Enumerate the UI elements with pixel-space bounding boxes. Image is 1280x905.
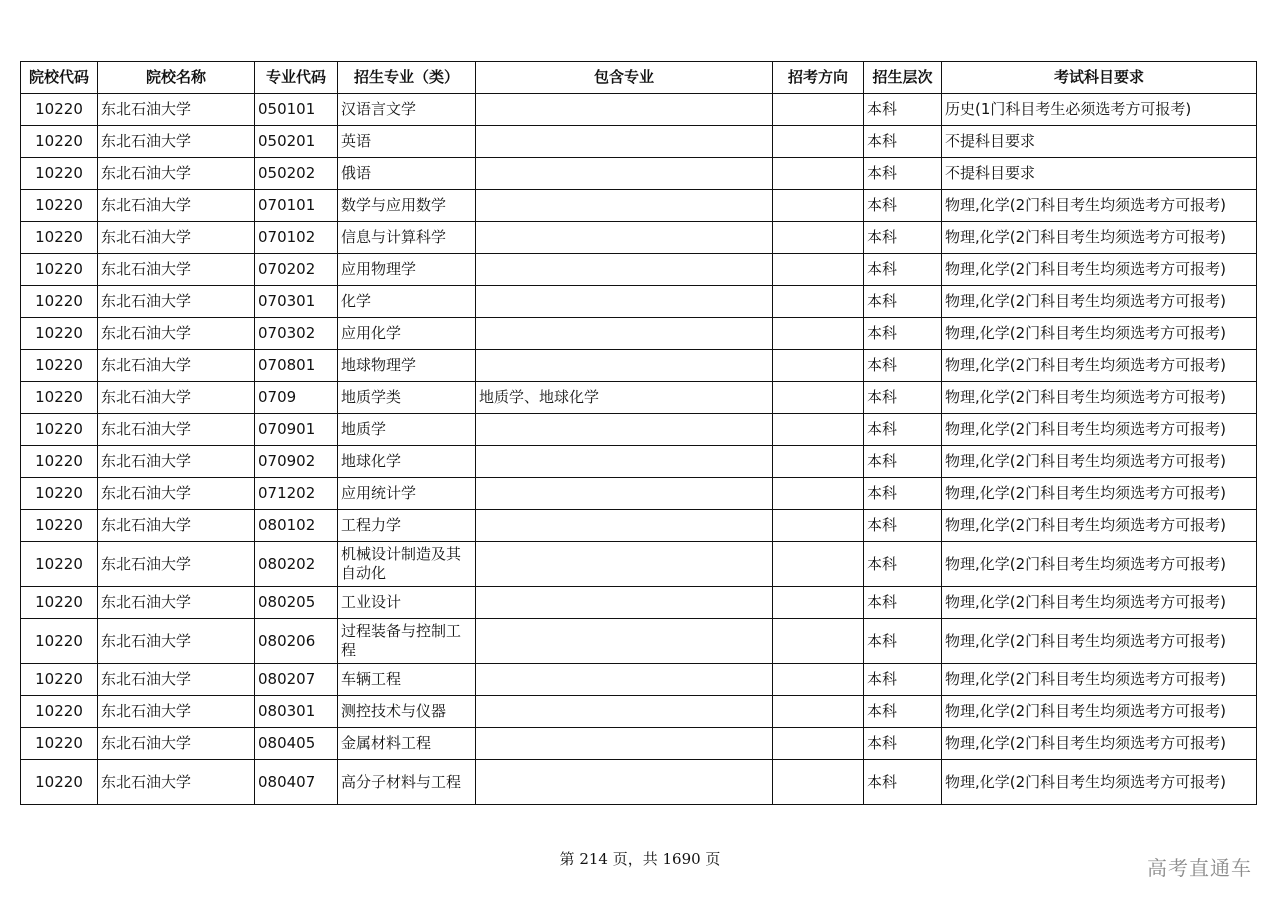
cell-requirement: 物理,化学(2门科目考生均须选考方可报考)	[942, 382, 1257, 414]
cell-direction	[773, 382, 864, 414]
cell-direction	[773, 190, 864, 222]
cell-school-code: 10220	[21, 126, 98, 158]
cell-requirement: 不提科目要求	[942, 158, 1257, 190]
cell-major-code: 070902	[255, 446, 338, 478]
cell-requirement: 物理,化学(2门科目考生均须选考方可报考)	[942, 619, 1257, 664]
cell-school-code: 10220	[21, 158, 98, 190]
cell-major-code: 080205	[255, 587, 338, 619]
cell-major: 工业设计	[338, 587, 476, 619]
cell-level: 本科	[864, 619, 942, 664]
cell-included-majors	[476, 619, 773, 664]
cell-major: 数学与应用数学	[338, 190, 476, 222]
table-row	[21, 728, 1257, 760]
cell-school-code: 10220	[21, 286, 98, 318]
cell-requirement: 物理,化学(2门科目考生均须选考方可报考)	[942, 254, 1257, 286]
cell-major: 汉语言文学	[338, 94, 476, 126]
table-row	[21, 542, 1257, 587]
cell-requirement: 物理,化学(2门科目考生均须选考方可报考)	[942, 222, 1257, 254]
cell-direction	[773, 222, 864, 254]
cell-direction	[773, 478, 864, 510]
cell-major: 高分子材料与工程	[338, 760, 476, 805]
cell-school-code: 10220	[21, 318, 98, 350]
cell-school-code: 10220	[21, 350, 98, 382]
cell-major-code: 071202	[255, 478, 338, 510]
table-row	[21, 510, 1257, 542]
cell-school-name: 东北石油大学	[98, 542, 255, 587]
cell-major: 应用统计学	[338, 478, 476, 510]
cell-requirement: 物理,化学(2门科目考生均须选考方可报考)	[942, 478, 1257, 510]
cell-school-name: 东北石油大学	[98, 728, 255, 760]
cell-level: 本科	[864, 382, 942, 414]
cell-direction	[773, 760, 864, 805]
cell-major-code: 080206	[255, 619, 338, 664]
header-included-majors: 包含专业	[476, 62, 773, 94]
cell-direction	[773, 542, 864, 587]
cell-direction	[773, 619, 864, 664]
cell-school-name: 东北石油大学	[98, 350, 255, 382]
cell-included-majors	[476, 222, 773, 254]
cell-school-name: 东北石油大学	[98, 286, 255, 318]
cell-direction	[773, 158, 864, 190]
cell-requirement: 物理,化学(2门科目考生均须选考方可报考)	[942, 414, 1257, 446]
cell-school-name: 东北石油大学	[98, 760, 255, 805]
cell-school-code: 10220	[21, 94, 98, 126]
cell-major: 测控技术与仪器	[338, 696, 476, 728]
cell-direction	[773, 510, 864, 542]
table-row	[21, 286, 1257, 318]
cell-major: 地球物理学	[338, 350, 476, 382]
cell-major: 机械设计制造及其自动化	[338, 542, 476, 587]
cell-school-name: 东北石油大学	[98, 318, 255, 350]
table-row	[21, 446, 1257, 478]
cell-major-code: 050201	[255, 126, 338, 158]
table-row	[21, 158, 1257, 190]
cell-school-name: 东北石油大学	[98, 619, 255, 664]
table-row	[21, 587, 1257, 619]
cell-major-code: 080207	[255, 664, 338, 696]
cell-major-code: 070301	[255, 286, 338, 318]
watermark-text: 高考直通车	[1147, 856, 1252, 880]
table-body	[21, 94, 1257, 805]
page-number: 第 214 页，共 1690 页	[559, 850, 721, 868]
cell-school-code: 10220	[21, 222, 98, 254]
cell-major-code: 080102	[255, 510, 338, 542]
cell-major-code: 050202	[255, 158, 338, 190]
cell-major-code: 070101	[255, 190, 338, 222]
cell-direction	[773, 587, 864, 619]
cell-major-code: 080301	[255, 696, 338, 728]
cell-included-majors	[476, 664, 773, 696]
cell-included-majors	[476, 286, 773, 318]
cell-school-name: 东北石油大学	[98, 664, 255, 696]
cell-major-code: 050101	[255, 94, 338, 126]
cell-school-code: 10220	[21, 760, 98, 805]
cell-major: 英语	[338, 126, 476, 158]
header-school-code: 院校代码	[21, 62, 98, 94]
cell-requirement: 历史(1门科目考生必须选考方可报考)	[942, 94, 1257, 126]
cell-school-name: 东北石油大学	[98, 254, 255, 286]
cell-major: 过程装备与控制工程	[338, 619, 476, 664]
cell-major: 应用化学	[338, 318, 476, 350]
cell-requirement: 物理,化学(2门科目考生均须选考方可报考)	[942, 696, 1257, 728]
cell-school-name: 东北石油大学	[98, 158, 255, 190]
cell-major-code: 070302	[255, 318, 338, 350]
cell-school-name: 东北石油大学	[98, 510, 255, 542]
cell-direction	[773, 254, 864, 286]
cell-included-majors	[476, 542, 773, 587]
cell-requirement: 物理,化学(2门科目考生均须选考方可报考)	[942, 587, 1257, 619]
cell-school-name: 东北石油大学	[98, 414, 255, 446]
cell-major: 俄语	[338, 158, 476, 190]
cell-school-name: 东北石油大学	[98, 222, 255, 254]
cell-level: 本科	[864, 760, 942, 805]
cell-direction	[773, 664, 864, 696]
table-row	[21, 318, 1257, 350]
cell-major-code: 0709	[255, 382, 338, 414]
cell-school-name: 东北石油大学	[98, 696, 255, 728]
cell-level: 本科	[864, 318, 942, 350]
cell-major: 工程力学	[338, 510, 476, 542]
table-row	[21, 222, 1257, 254]
cell-school-name: 东北石油大学	[98, 587, 255, 619]
cell-level: 本科	[864, 254, 942, 286]
cell-included-majors	[476, 350, 773, 382]
cell-requirement: 物理,化学(2门科目考生均须选考方可报考)	[942, 760, 1257, 805]
cell-school-code: 10220	[21, 664, 98, 696]
cell-level: 本科	[864, 414, 942, 446]
cell-requirement: 物理,化学(2门科目考生均须选考方可报考)	[942, 350, 1257, 382]
cell-level: 本科	[864, 446, 942, 478]
enrollment-table	[20, 61, 1257, 805]
cell-requirement: 物理,化学(2门科目考生均须选考方可报考)	[942, 286, 1257, 318]
table-row	[21, 350, 1257, 382]
cell-direction	[773, 446, 864, 478]
cell-school-name: 东北石油大学	[98, 126, 255, 158]
table-row	[21, 696, 1257, 728]
cell-included-majors	[476, 318, 773, 350]
cell-requirement: 物理,化学(2门科目考生均须选考方可报考)	[942, 510, 1257, 542]
cell-included-majors	[476, 446, 773, 478]
header-school-name: 院校名称	[98, 62, 255, 94]
header-level: 招生层次	[864, 62, 942, 94]
cell-included-majors	[476, 510, 773, 542]
cell-level: 本科	[864, 664, 942, 696]
cell-major-code: 080405	[255, 728, 338, 760]
cell-included-majors	[476, 587, 773, 619]
cell-included-majors	[476, 478, 773, 510]
cell-included-majors	[476, 728, 773, 760]
cell-school-code: 10220	[21, 446, 98, 478]
cell-major: 车辆工程	[338, 664, 476, 696]
cell-requirement: 物理,化学(2门科目考生均须选考方可报考)	[942, 190, 1257, 222]
cell-major: 信息与计算科学	[338, 222, 476, 254]
cell-included-majors	[476, 254, 773, 286]
cell-school-code: 10220	[21, 587, 98, 619]
cell-included-majors	[476, 696, 773, 728]
cell-school-code: 10220	[21, 619, 98, 664]
cell-major-code: 070102	[255, 222, 338, 254]
table-header-row	[21, 62, 1257, 94]
cell-major: 应用物理学	[338, 254, 476, 286]
cell-included-majors	[476, 126, 773, 158]
cell-school-code: 10220	[21, 190, 98, 222]
cell-school-code: 10220	[21, 254, 98, 286]
cell-school-name: 东北石油大学	[98, 190, 255, 222]
cell-major: 地质学类	[338, 382, 476, 414]
table-row	[21, 254, 1257, 286]
cell-school-name: 东北石油大学	[98, 94, 255, 126]
cell-direction	[773, 414, 864, 446]
cell-included-majors	[476, 94, 773, 126]
cell-included-majors: 地质学、地球化学	[476, 382, 773, 414]
cell-major: 金属材料工程	[338, 728, 476, 760]
cell-level: 本科	[864, 696, 942, 728]
cell-requirement: 物理,化学(2门科目考生均须选考方可报考)	[942, 446, 1257, 478]
cell-requirement: 不提科目要求	[942, 126, 1257, 158]
cell-major: 地球化学	[338, 446, 476, 478]
cell-major: 化学	[338, 286, 476, 318]
cell-level: 本科	[864, 478, 942, 510]
cell-included-majors	[476, 414, 773, 446]
cell-direction	[773, 696, 864, 728]
table-row	[21, 619, 1257, 664]
cell-level: 本科	[864, 158, 942, 190]
cell-requirement: 物理,化学(2门科目考生均须选考方可报考)	[942, 318, 1257, 350]
table-row	[21, 664, 1257, 696]
cell-included-majors	[476, 158, 773, 190]
cell-direction	[773, 126, 864, 158]
cell-school-code: 10220	[21, 382, 98, 414]
cell-requirement: 物理,化学(2门科目考生均须选考方可报考)	[942, 542, 1257, 587]
cell-requirement: 物理,化学(2门科目考生均须选考方可报考)	[942, 728, 1257, 760]
cell-direction	[773, 286, 864, 318]
cell-level: 本科	[864, 510, 942, 542]
header-requirement: 考试科目要求	[942, 62, 1257, 94]
cell-direction	[773, 94, 864, 126]
cell-school-code: 10220	[21, 414, 98, 446]
table-row	[21, 94, 1257, 126]
cell-requirement: 物理,化学(2门科目考生均须选考方可报考)	[942, 664, 1257, 696]
cell-level: 本科	[864, 190, 942, 222]
cell-major-code: 080202	[255, 542, 338, 587]
cell-direction	[773, 318, 864, 350]
cell-school-code: 10220	[21, 542, 98, 587]
cell-level: 本科	[864, 286, 942, 318]
cell-direction	[773, 728, 864, 760]
cell-level: 本科	[864, 350, 942, 382]
table-row	[21, 414, 1257, 446]
cell-level: 本科	[864, 222, 942, 254]
cell-level: 本科	[864, 542, 942, 587]
cell-school-code: 10220	[21, 728, 98, 760]
cell-level: 本科	[864, 728, 942, 760]
cell-direction	[773, 350, 864, 382]
header-major: 招生专业（类）	[338, 62, 476, 94]
table-row	[21, 382, 1257, 414]
cell-major-code: 070202	[255, 254, 338, 286]
cell-major-code: 070901	[255, 414, 338, 446]
table-row	[21, 190, 1257, 222]
cell-level: 本科	[864, 94, 942, 126]
header-major-code: 专业代码	[255, 62, 338, 94]
table-row	[21, 478, 1257, 510]
cell-school-code: 10220	[21, 696, 98, 728]
cell-school-name: 东北石油大学	[98, 382, 255, 414]
table-row	[21, 760, 1257, 805]
cell-school-code: 10220	[21, 478, 98, 510]
cell-level: 本科	[864, 126, 942, 158]
cell-included-majors	[476, 760, 773, 805]
cell-major: 地质学	[338, 414, 476, 446]
cell-school-name: 东北石油大学	[98, 478, 255, 510]
header-direction: 招考方向	[773, 62, 864, 94]
table-row	[21, 126, 1257, 158]
cell-school-name: 东北石油大学	[98, 446, 255, 478]
cell-included-majors	[476, 190, 773, 222]
enrollment-table-wrapper	[20, 61, 1256, 805]
cell-school-code: 10220	[21, 510, 98, 542]
cell-major-code: 080407	[255, 760, 338, 805]
cell-level: 本科	[864, 587, 942, 619]
cell-major-code: 070801	[255, 350, 338, 382]
